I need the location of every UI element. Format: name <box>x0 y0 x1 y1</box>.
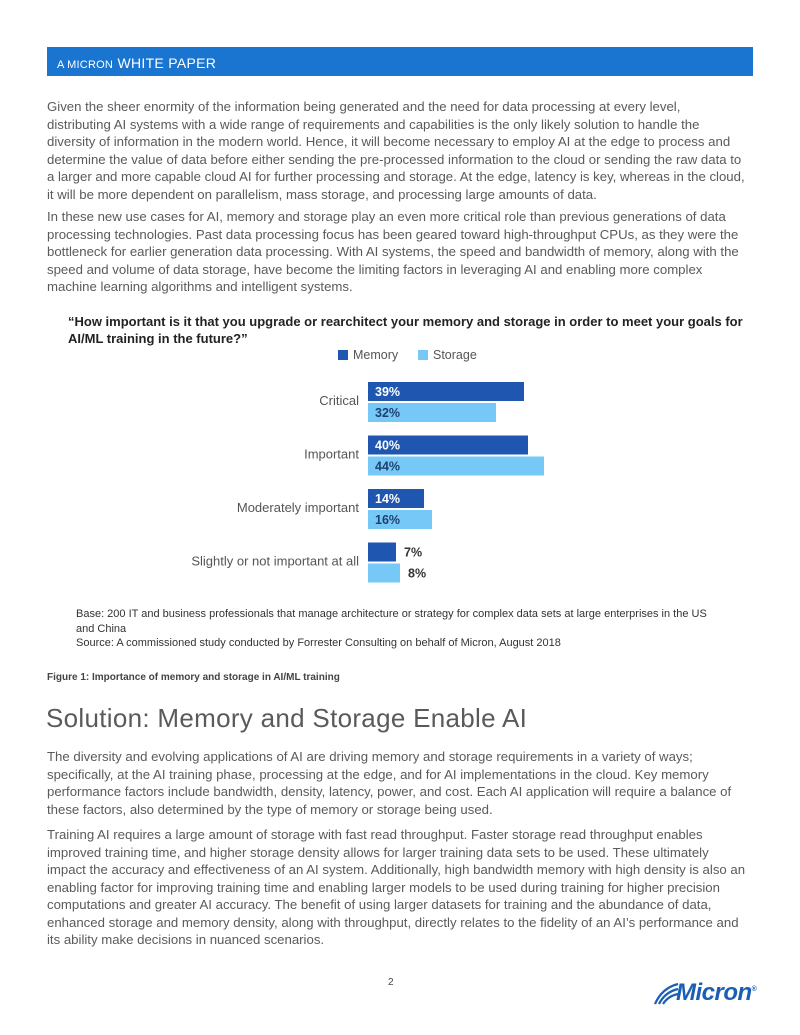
legend-swatch <box>338 350 348 360</box>
data-label: 32% <box>375 406 401 420</box>
bar-memory <box>368 543 396 562</box>
header-prefix: A MICRON <box>57 59 113 71</box>
legend-label: Storage <box>433 348 477 362</box>
category-label: Slightly or not important at all <box>191 553 359 569</box>
category-label: Moderately important <box>236 500 359 515</box>
data-label: 40% <box>375 438 401 453</box>
micron-logo-text: Micron® <box>676 979 757 1006</box>
source-line: Source: A commissioned study conducted by Forrester Consulting on behalf of Micron, August 2018 <box>76 637 561 649</box>
figure-caption: Figure 1: Importance of memory and storage in AI/ML training <box>47 672 340 683</box>
bar-chart <box>0 370 800 590</box>
legend-swatch <box>418 350 428 360</box>
data-label: 39% <box>375 385 401 399</box>
body-paragraph-4: Training AI requires a large amount of storage with fast read throughput. Faster storage read throughput enables improved training time, and higher storage density allows for larger training data sets to be used. These ultimately impact the accuracy and effectiveness of an AI system. Additionally, high bandwidth memory with high density is also an enabling factor for improving training time and enabling larger models to be used during training for higher precision computations and greater AI accuracy. The benefit of using larger datasets for training and the abundance of data, enhanced storage and memory density, along with throughput, directly relates to the fidelity of an AI’s performance and its ability make decisions in nuanced scenarios. <box>47 827 746 947</box>
category-label: Important <box>304 446 359 462</box>
header-bar <box>47 47 753 76</box>
header-title: WHITE PAPER <box>117 55 217 71</box>
legend-label: Memory <box>353 348 399 362</box>
body-paragraph-2: In these new use cases for AI, memory and storage play an even more critical role than previous generations of data processing technologies. Past data processing focus has been geared toward high-throughput CPUs, as they were the bottleneck for earlier generation data processing. With AI systems, the speed and bandwidth of memory, along with the speed and volume of data storage, have become the limiting factors in leveraging AI and enabling more complex machine learning algorithms and intelligent systems. <box>47 209 739 294</box>
data-label: 8% <box>408 566 427 581</box>
micron-logo <box>652 978 756 1008</box>
category-label: Critical <box>319 393 359 408</box>
data-label: 14% <box>375 492 401 506</box>
source-note <box>76 607 726 651</box>
data-label: 16% <box>375 513 401 527</box>
data-label: 44% <box>375 459 401 474</box>
source-base: Base: 200 IT and business professionals that manage architecture or strategy for complex data sets at large enterprises in the US and China <box>76 608 707 635</box>
bar-storage <box>368 564 400 583</box>
section-title: Solution: Memory and Storage Enable AI <box>46 703 528 733</box>
data-label: 7% <box>404 545 423 560</box>
page-number: 2 <box>388 977 394 988</box>
survey-question: “How important is it that you upgrade or rearchitect your memory and storage in order to meet your goals for AI/ML training in the future?” <box>68 314 743 346</box>
body-paragraph-1: Given the sheer enormity of the information being generated and the need for data processing at every level, distributing AI systems with a wide range of requirements and capabilities is the only likely solution to handle the diversity of information in the modern world. Hence, it will become necessary to employ AI at the edge to process and determine the value of data before either sending the pre-processed information to the cloud or sending the raw data to a larger and more capable cloud AI for further processing and storage. At the edge, latency is key, whereas in the cloud, it will be more dependent on parallelism, mass storage, and processing large amounts of data. <box>47 99 745 202</box>
body-paragraph-3: The diversity and evolving applications of AI are driving memory and storage requirements in a variety of ways; specifically, at the AI training phase, processing at the edge, and for AI implementations in the cloud. Key memory performance factors include bandwidth, density, latency, power, and cost. Each AI application will require a balance of these factors, also determined by the type of memory or storage being used. <box>47 749 732 817</box>
